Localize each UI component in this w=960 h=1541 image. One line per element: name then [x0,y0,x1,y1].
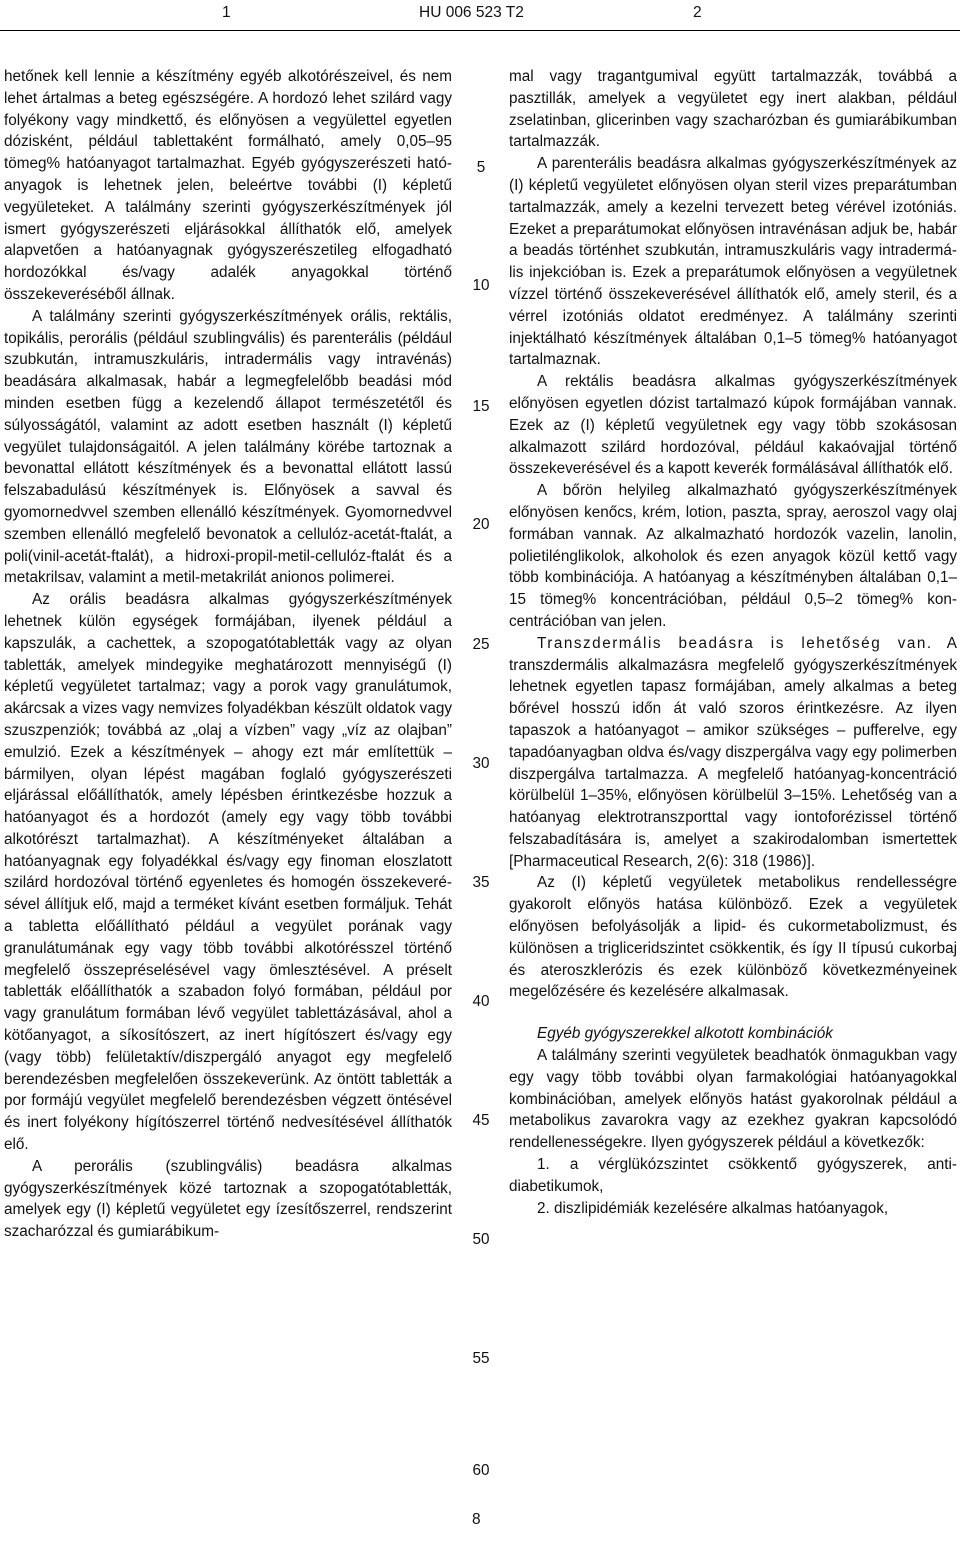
line-number: 15 [472,398,490,415]
left-paragraph-4: A perorális (szublingvális) beadásra alkalmas gyógyszerkészítmények közé tartoznak a szopogatótabletták, amelyek egy (I) képletű vegyületet egy ízesítőszerrel, rendszerint szacharózzal és gumiarábikum- [4,1157,452,1241]
line-number: 30 [472,755,490,772]
line-number: 20 [472,516,490,533]
spaced-lead-text: Transzdermális beadásra is lehetőség van. [537,634,933,652]
header-patent-number: HU 006 523 T2 [419,4,524,21]
right-paragraph-5 [509,633,957,873]
line-number: 55 [472,1350,490,1367]
list-item: 1. a vérglükózszintet csökkentő gyógyszerek, antidiabetikumok, [509,1156,957,1195]
line-number: 35 [472,874,490,891]
right-column [509,66,957,1219]
left-paragraph-3: Az orális beadásra alkalmas gyógyszerkészítmények lehetnek külön egységek formájában, ilyenek például a kapszulák, a cachettek, a szopogatótabletták vagy az olyan tabletták, amelyek mindegyike meghatározott mennyiségű (I) képletű vegyületet tartalmaz; vagy a porok vagy granulátumok, akárcsak a vizes vagy nemvizes folyadékban készült oldatok vagy szuszpenziók; továbbá az „olaj a vízben” vagy „víz az olajban” emulzió. Ezek a készítmények – ahogy ezt már említettük – bármilyen, olyan lépést magában foglaló gyógyszerészeti eljárással előállíthatók, amely lépésben érintkezésbe hozzuk a hatóanyagot és a hordozót (amely egy vagy több további alkotórészt tartalmazhat). A készítményeket általában a hatóanyagnak egy folyadékkal és/vagy egy finoman eloszlatott szilárd hordozóval történő egyenletes és homogén összekeverésével állítjuk elő, majd a terméket kívánt esetben formáljuk. Tehát a tabletta előállítható például a vegyület porának vagy granulátumának egy vagy több további alkotórésszel történő megfelelő összepréselésével vagy ömlesztésével. A préselt tabletták előállíthatók a szabadon folyó formában, például por vagy granulátum formában lévő vegyület tablettázásával, ahol a kötőanyagot, a síkosítószert, az inert hígítószert és/vagy egy (vagy több) felületaktív/diszpergáló anyagot egy megfelelő berendezésben megfelelően összekeverünk. Az öntött tabletták a por formájú vegyület megfelelő berendezésben végzett öntésével és inert folyékony hígítószerrel történő nedvesítésével állíthatók elő. [4,591,452,1154]
line-number: 40 [472,993,490,1010]
paragraph-5-body: A transzdermális alkalmazásra megfelelő gyógyszerkészítmények lehetnek egyetlen tapasz formájában, amely alkalmas a beteg bőrével hosszú időn át való szoros érintkezésre. Az ilyen tapaszok a hatóanyagot – amikor szükséges – pufferelve, egy tapadóanyagban oldva és/vagy diszpergálva vagy egy polimerben diszpergálva tartalmazza. A megfelelő hatóanyag-koncentráció körülbelül 1–35%, előnyösen körülbelül 3–15%. Lehetőség van a hatóanyag elektrotranszporttal vagy iontoforézissel történő felszabadítására is, amelyet a szakirodalomban ismertettek [Pharmaceutical Research, 2(6): 318 (1986)]. [509,634,957,870]
page-number: 8 [472,1511,481,1528]
right-paragraph-4: A bőrön helyileg alkalmazható gyógyszerkészítmények előnyösen kenőcs, krém, lotion, paszta, spray, aeroszol vagy olaj formában vannak. Az alkalmazható hordozók vazelin, lanolin, polietilénglikolok, alkoholok és ezen anyagok közül kettő vagy több kombinációja. A hatóanyag a készítményben általában 0,1–15 tömeg% koncentrációban, például 0,5–2 tömeg% koncentrációban van jelen. [509,482,957,630]
line-number: 10 [472,277,490,294]
line-number: 25 [472,636,490,653]
line-number: 50 [472,1231,490,1248]
header-left-column-number: 1 [222,4,231,21]
line-number: 5 [476,159,486,176]
header-right-column-number: 2 [693,4,702,21]
left-paragraph-1: hetőnek kell lennie a készítmény egyéb alkotórészeivel, és nem lehet ártalmas a beteg egészségére. A hordozó lehet szilárd vagy folyékony vagy mindkettő, és előnyösen a vegyülettel egyetlen dózisként, például tablettaként formálható, amely 0,05–95 tömeg% hatóanyagot tartalmazhat. Egyéb gyógyszerészeti hatóanyagok is lehetnek jelen, beleértve további (I) képletű vegyületeket. A találmány szerinti gyógyszerkészítmények jól ismert gyógyszerészeti eljárásokkal állíthatók elő, amelyek alapvetően a hatóanyagnak gyógyszerészetileg elfogadható hordozókkal és/vagy adalék anyagokkal történő összekeveréséből állnak. [4,68,452,303]
left-column [4,66,452,1243]
section-heading: Egyéb gyógyszerekkel alkotott kombinációk [537,1025,833,1043]
right-paragraph-7: A találmány szerinti vegyületek beadhatók önmagukban vagy egy vagy több további olyan farmakológiai hatóanyagokkal kombinációban, amelyek előnyös hatást gyakorolnak például a metabolikus zavarokra vagy az ezekhez gyakran kapcsolódó rendellenességekre. Ilyen gyógyszerek például a következők: [509,1047,957,1152]
list-item: 2. diszlipidémiák kezelésére alkalmas hatóanyagok, [537,1199,889,1217]
line-number: 60 [472,1462,490,1479]
header-rule [0,30,960,31]
left-paragraph-2: A találmány szerinti gyógyszerkészítmények orális, rektális, topikális, perorális (például szublingvális) és parenterális (például szubkután, intramuszkuláris, intradermális vagy intravénás) beadására alkalmasak, habár a legmegfelelőbb beadási mód minden esetben függ a kezelendő állapot természetétől és súlyosságától, valamint az adott esetben használt (I) képletű vegyület tulajdonságaitól. A jelen találmány körébe tartoznak a bevonattal ellátott készítmények és a bevonattal ellátott lassú felszabadulású készítmények is. Előnyösek a savval és gyomornedvvel szemben ellenálló készítmények. Gyomornedvvel szemben ellenálló megfelelő bevonatok a cellulóz-acetát-ftalát, a poli(vinil-acetát-ftalát), a hidroxi-propil-metil-cellulóz-ftalát és a metakrilsav, valamint a metil-metakrilát anionos polimerei. [4,307,452,587]
right-paragraph-6: Az (I) képletű vegyületek metabolikus rendellességre gyakorolt előnyös hatása különböző. Ezek a vegyületek előnyösen befolyásolják a lipid- és cukormetabolizmust, és különösen a trigliceridszintet csökkentik, és így II típusú cukorbaj és ateroszklerózis és ezek különböző következményeinek megelőzésére és kezelésére alkalmasak. [509,874,957,1001]
line-number: 45 [472,1112,490,1129]
right-paragraph-2: A parenterális beadásra alkalmas gyógyszerkészítmények az (I) képletű vegyületet előnyösen olyan steril vizes preparátumban tartalmazzák, amely a kezelni tervezett beteg vérével izotóniás. Ezeket a preparátumokat előnyösen intravénásan adjuk be, habár a beadás történhet szubkután, intramuszkuláris vagy intradermális injekcióban is. Ezek a preparátumok előnyösen a vegyületnek vízzel történő összekeverésével állíthatók elő, amely steril, és a vérrel izotóniás oldatot eredményez. A találmány szerinti injektálható készítmények általában 0,1–5 tömeg% hatóanyagot tartalmaznak. [509,155,957,369]
right-paragraph-3: A rektális beadásra alkalmas gyógyszerkészítmények előnyösen egyetlen dózist tartalmazó kúpok formájában vannak. Ezek az (I) képletű vegyületnek egy vagy több szokásosan alkalmazott szilárd hordozóval, például kakaóvajjal történő összekeverésével és a kapott keverék formálásával állíthatók elő. [509,373,957,478]
right-paragraph-1: mal vagy tragantgumival együtt tartalmazzák, továbbá a pasztillák, amelyek a vegyületet egy inert alakban, például zselatinban, glicerinben vagy szacharózban és gumiarábikumban tartalmazzák. [509,68,957,151]
